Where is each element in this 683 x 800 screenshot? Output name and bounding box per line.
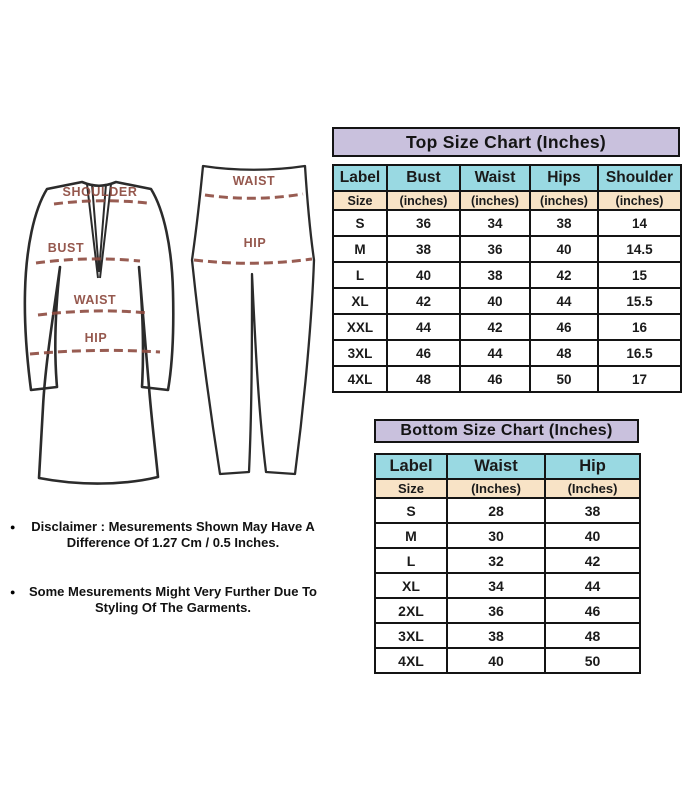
- cell: 40: [545, 523, 640, 548]
- cell: 40: [447, 648, 545, 673]
- cell: L: [375, 548, 447, 573]
- bust-label: BUST: [47, 241, 85, 255]
- column-header: Label: [375, 454, 447, 479]
- cell: 14: [598, 210, 681, 236]
- column-subheader: (inches): [598, 191, 681, 210]
- column-subheader: (inches): [530, 191, 598, 210]
- cell: 3XL: [333, 340, 387, 366]
- cell: 36: [460, 236, 530, 262]
- cell: 32: [447, 548, 545, 573]
- cell: 16: [598, 314, 681, 340]
- cell: S: [333, 210, 387, 236]
- cell: XXL: [333, 314, 387, 340]
- column-subheader: (Inches): [545, 479, 640, 498]
- bullet-icon: ●: [10, 522, 16, 532]
- cell: 30: [447, 523, 545, 548]
- styling-note-line-1: Some Mesurements Might Very Further Due To: [29, 584, 317, 599]
- cell: 36: [447, 598, 545, 623]
- cell: 50: [545, 648, 640, 673]
- cell: 48: [545, 623, 640, 648]
- cell: 15: [598, 262, 681, 288]
- bottom-size-chart-title: Bottom Size Chart (Inches): [374, 419, 639, 443]
- cell: 42: [545, 548, 640, 573]
- cell: XL: [375, 573, 447, 598]
- cell: 34: [447, 573, 545, 598]
- table-row: [375, 598, 640, 623]
- cell: 48: [387, 366, 460, 392]
- cell: 38: [460, 262, 530, 288]
- column-header: Shoulder: [598, 165, 681, 191]
- styling-note-line-2: Styling Of The Garments.: [94, 599, 252, 615]
- styling-note: [4, 584, 342, 615]
- column-header: Bust: [387, 165, 460, 191]
- table-row: [375, 548, 640, 573]
- column-subheader: (inches): [387, 191, 460, 210]
- table-row: [333, 314, 681, 340]
- cell: 40: [460, 288, 530, 314]
- column-subheader: (inches): [460, 191, 530, 210]
- disclaimer-line-2: Difference Of 1.27 Cm / 0.5 Inches.: [66, 534, 280, 550]
- cell: 48: [530, 340, 598, 366]
- bottom-waist-label: WAIST: [232, 174, 276, 188]
- cell: 28: [447, 498, 545, 523]
- table-header-row: [375, 454, 640, 479]
- column-header: Waist: [460, 165, 530, 191]
- cell: 42: [460, 314, 530, 340]
- table-row: [333, 288, 681, 314]
- table-row: [375, 498, 640, 523]
- cell: 40: [530, 236, 598, 262]
- cell: M: [375, 523, 447, 548]
- cell: XL: [333, 288, 387, 314]
- table-subheader-row: [375, 479, 640, 498]
- cell: L: [333, 262, 387, 288]
- top-waist-label: WAIST: [73, 293, 117, 307]
- column-header: Label: [333, 165, 387, 191]
- cell: M: [333, 236, 387, 262]
- cell: 46: [545, 598, 640, 623]
- cell: 50: [530, 366, 598, 392]
- cell: 40: [387, 262, 460, 288]
- column-subheader: Size: [333, 191, 387, 210]
- cell: 16.5: [598, 340, 681, 366]
- cell: 38: [387, 236, 460, 262]
- cell: 14.5: [598, 236, 681, 262]
- cell: 46: [530, 314, 598, 340]
- table-row: [333, 340, 681, 366]
- cell: 46: [387, 340, 460, 366]
- cell: 38: [447, 623, 545, 648]
- cell: 4XL: [375, 648, 447, 673]
- disclaimer-line-1: Disclaimer : Mesurements Shown May Have A: [31, 519, 315, 534]
- cell: 44: [387, 314, 460, 340]
- table-header-row: [333, 165, 681, 191]
- cell: 3XL: [375, 623, 447, 648]
- bottom-size-table: [374, 453, 641, 674]
- column-header: Hips: [530, 165, 598, 191]
- cell: 44: [530, 288, 598, 314]
- cell: 46: [460, 366, 530, 392]
- cell: 34: [460, 210, 530, 236]
- table-row: [333, 262, 681, 288]
- column-header: Hip: [545, 454, 640, 479]
- cell: 4XL: [333, 366, 387, 392]
- cell: 42: [387, 288, 460, 314]
- top-size-chart-title: Top Size Chart (Inches): [332, 127, 680, 157]
- cell: 38: [545, 498, 640, 523]
- cell: S: [375, 498, 447, 523]
- bottom-hip-label: HIP: [243, 236, 267, 250]
- table-row: [375, 623, 640, 648]
- cell: 2XL: [375, 598, 447, 623]
- top-size-table: [332, 164, 682, 393]
- cell: 44: [460, 340, 530, 366]
- disclaimer-note: [4, 519, 342, 550]
- cell: 36: [387, 210, 460, 236]
- table-row: [333, 236, 681, 262]
- cell: 38: [530, 210, 598, 236]
- top-hip-label: HIP: [84, 331, 108, 345]
- cell: 15.5: [598, 288, 681, 314]
- table-row: [333, 366, 681, 392]
- bullet-icon: ●: [10, 587, 16, 597]
- shoulder-label: SHOULDER: [62, 185, 138, 199]
- table-row: [375, 648, 640, 673]
- pants-outline-drawing: [192, 166, 314, 474]
- cell: 17: [598, 366, 681, 392]
- table-row: [375, 573, 640, 598]
- cell: 42: [530, 262, 598, 288]
- column-subheader: (Inches): [447, 479, 545, 498]
- table-row: [333, 210, 681, 236]
- column-header: Waist: [447, 454, 545, 479]
- table-row: [375, 523, 640, 548]
- cell: 44: [545, 573, 640, 598]
- column-subheader: Size: [375, 479, 447, 498]
- garment-illustration: [0, 152, 340, 502]
- table-subheader-row: [333, 191, 681, 210]
